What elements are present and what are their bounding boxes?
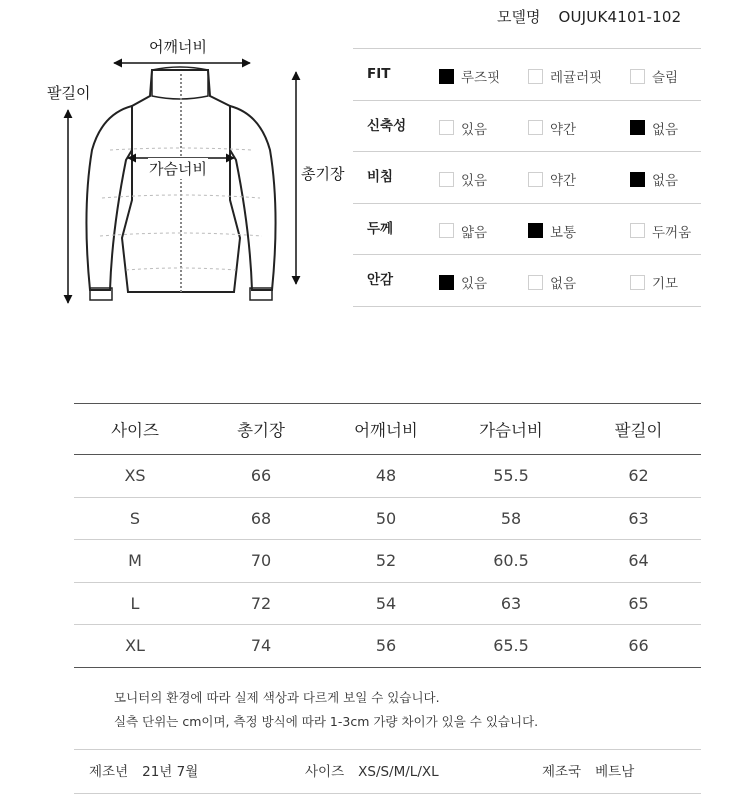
manufacture-date-label: 제조년	[89, 764, 129, 780]
table-cell: L	[130, 593, 140, 613]
table-cell: 56	[375, 636, 397, 656]
table-cell: 58	[500, 508, 522, 528]
attribute-option-label: 루즈핏	[461, 70, 501, 86]
attribute-option	[439, 118, 487, 138]
note-color: 모니터의 환경에 따라 실제 색상과 다르게 보일 수 있습니다.	[114, 690, 440, 705]
unchecked-box-icon	[439, 120, 454, 135]
manufacture-date-value: 21년 7월	[142, 764, 199, 780]
table-row	[74, 540, 701, 583]
unchecked-box-icon	[528, 275, 543, 290]
attribute-option	[630, 169, 678, 189]
attribute-row	[353, 255, 701, 307]
unchecked-box-icon	[630, 223, 645, 238]
table-cell: 70	[250, 551, 272, 571]
attribute-option-label: 없음	[550, 276, 577, 292]
attribute-option-label: 보통	[550, 224, 577, 241]
attribute-option	[630, 272, 678, 292]
size-table	[74, 403, 701, 668]
attribute-name: 신축성	[367, 117, 407, 134]
country-label: 제조국	[542, 764, 582, 780]
column-header: 사이즈	[111, 421, 159, 440]
table-cell: 60.5	[493, 551, 529, 571]
table-cell: 48	[375, 466, 397, 486]
model-label: 모델명	[497, 8, 541, 26]
note-measurement: 실측 단위는 cm이며, 측정 방식에 따라 1-3cm 가량 차이가 있을 수 있습니다.	[114, 714, 539, 729]
table-cell: XL	[125, 636, 145, 656]
column-header: 총기장	[237, 421, 285, 440]
table-cell: M	[128, 551, 142, 571]
checked-box-icon	[630, 172, 645, 187]
unchecked-box-icon	[439, 223, 454, 238]
table-cell: 65	[628, 593, 649, 613]
column-header: 팔길이	[614, 421, 663, 440]
attribute-name: 안감	[367, 272, 394, 288]
table-cell: 52	[375, 551, 397, 571]
table-cell: 64	[628, 551, 649, 571]
attribute-row	[353, 152, 701, 204]
table-cell: 54	[375, 593, 397, 613]
table-row	[74, 583, 701, 626]
total-length-label: 총기장	[301, 165, 345, 183]
attribute-row	[353, 101, 701, 153]
notes	[114, 686, 538, 734]
column-header: 가슴너비	[479, 421, 543, 440]
model-code: OUJUK4101-102	[558, 8, 682, 26]
country-of-origin	[542, 750, 634, 794]
product-info-footer	[74, 749, 701, 794]
table-row	[74, 498, 701, 541]
attribute-option-label: 약간	[550, 173, 577, 189]
attribute-table	[353, 48, 701, 307]
unchecked-box-icon	[528, 120, 543, 135]
table-cell: 72	[250, 593, 272, 613]
model-number	[497, 6, 681, 27]
unchecked-box-icon	[630, 69, 645, 84]
attribute-option-label: 레귤러핏	[550, 70, 603, 86]
table-cell: S	[129, 508, 141, 528]
table-cell: 68	[250, 508, 272, 528]
attribute-option-label: 두꺼움	[652, 224, 692, 241]
checked-box-icon	[439, 69, 454, 84]
attribute-option	[528, 66, 602, 86]
attribute-name: 두께	[367, 220, 394, 237]
jacket-measurement-diagram	[40, 30, 360, 320]
attribute-option-label: 없음	[652, 121, 679, 138]
table-cell: 63	[628, 508, 649, 528]
unchecked-box-icon	[528, 69, 543, 84]
attribute-option	[439, 66, 500, 86]
attribute-option-label: 얇음	[461, 224, 488, 241]
table-row	[74, 625, 701, 668]
table-cell: 55.5	[493, 466, 529, 486]
size-table-header	[74, 404, 701, 455]
available-sizes-label: 사이즈	[305, 764, 345, 780]
attribute-option-label: 없음	[652, 173, 679, 189]
attribute-option	[528, 169, 576, 189]
sleeve-length-label: 팔길이	[47, 84, 91, 102]
attribute-option-label: 약간	[550, 121, 577, 138]
unchecked-box-icon	[630, 275, 645, 290]
attribute-name: FIT	[367, 66, 391, 82]
checked-box-icon	[630, 120, 645, 135]
attribute-option-label: 있음	[461, 276, 488, 292]
table-cell: XS	[124, 466, 146, 486]
attribute-row	[353, 204, 701, 256]
shoulder-width-label: 어깨너비	[149, 38, 207, 56]
attribute-option	[528, 221, 576, 241]
country-value: 베트남	[595, 764, 635, 780]
table-cell: 50	[375, 508, 397, 528]
checked-box-icon	[528, 223, 543, 238]
chest-width-label: 가슴너비	[149, 160, 207, 178]
available-sizes	[305, 750, 439, 794]
checked-box-icon	[439, 275, 454, 290]
available-sizes-value: XS/S/M/L/XL	[358, 764, 439, 780]
attribute-option	[630, 118, 678, 138]
manufacture-date	[89, 750, 198, 794]
table-cell: 74	[250, 636, 272, 656]
attribute-option	[439, 272, 487, 292]
table-row	[74, 455, 701, 498]
column-header: 어깨너비	[354, 421, 418, 440]
attribute-option	[630, 221, 691, 241]
attribute-option	[528, 118, 576, 138]
attribute-option-label: 기모	[652, 276, 679, 292]
table-cell: 65.5	[493, 636, 529, 656]
attribute-option	[439, 221, 487, 241]
attribute-option	[528, 272, 576, 292]
table-cell: 62	[628, 466, 649, 486]
table-cell: 66	[250, 466, 272, 486]
unchecked-box-icon	[439, 172, 454, 187]
attribute-option-label: 있음	[461, 121, 488, 138]
attribute-option-label: 있음	[461, 173, 488, 189]
attribute-option-label: 슬림	[652, 70, 679, 86]
attribute-option	[630, 66, 678, 86]
table-cell: 63	[500, 593, 522, 613]
attribute-option	[439, 169, 487, 189]
unchecked-box-icon	[528, 172, 543, 187]
attribute-name: 비침	[367, 169, 394, 185]
attribute-row	[353, 49, 701, 101]
table-cell: 66	[628, 636, 649, 656]
